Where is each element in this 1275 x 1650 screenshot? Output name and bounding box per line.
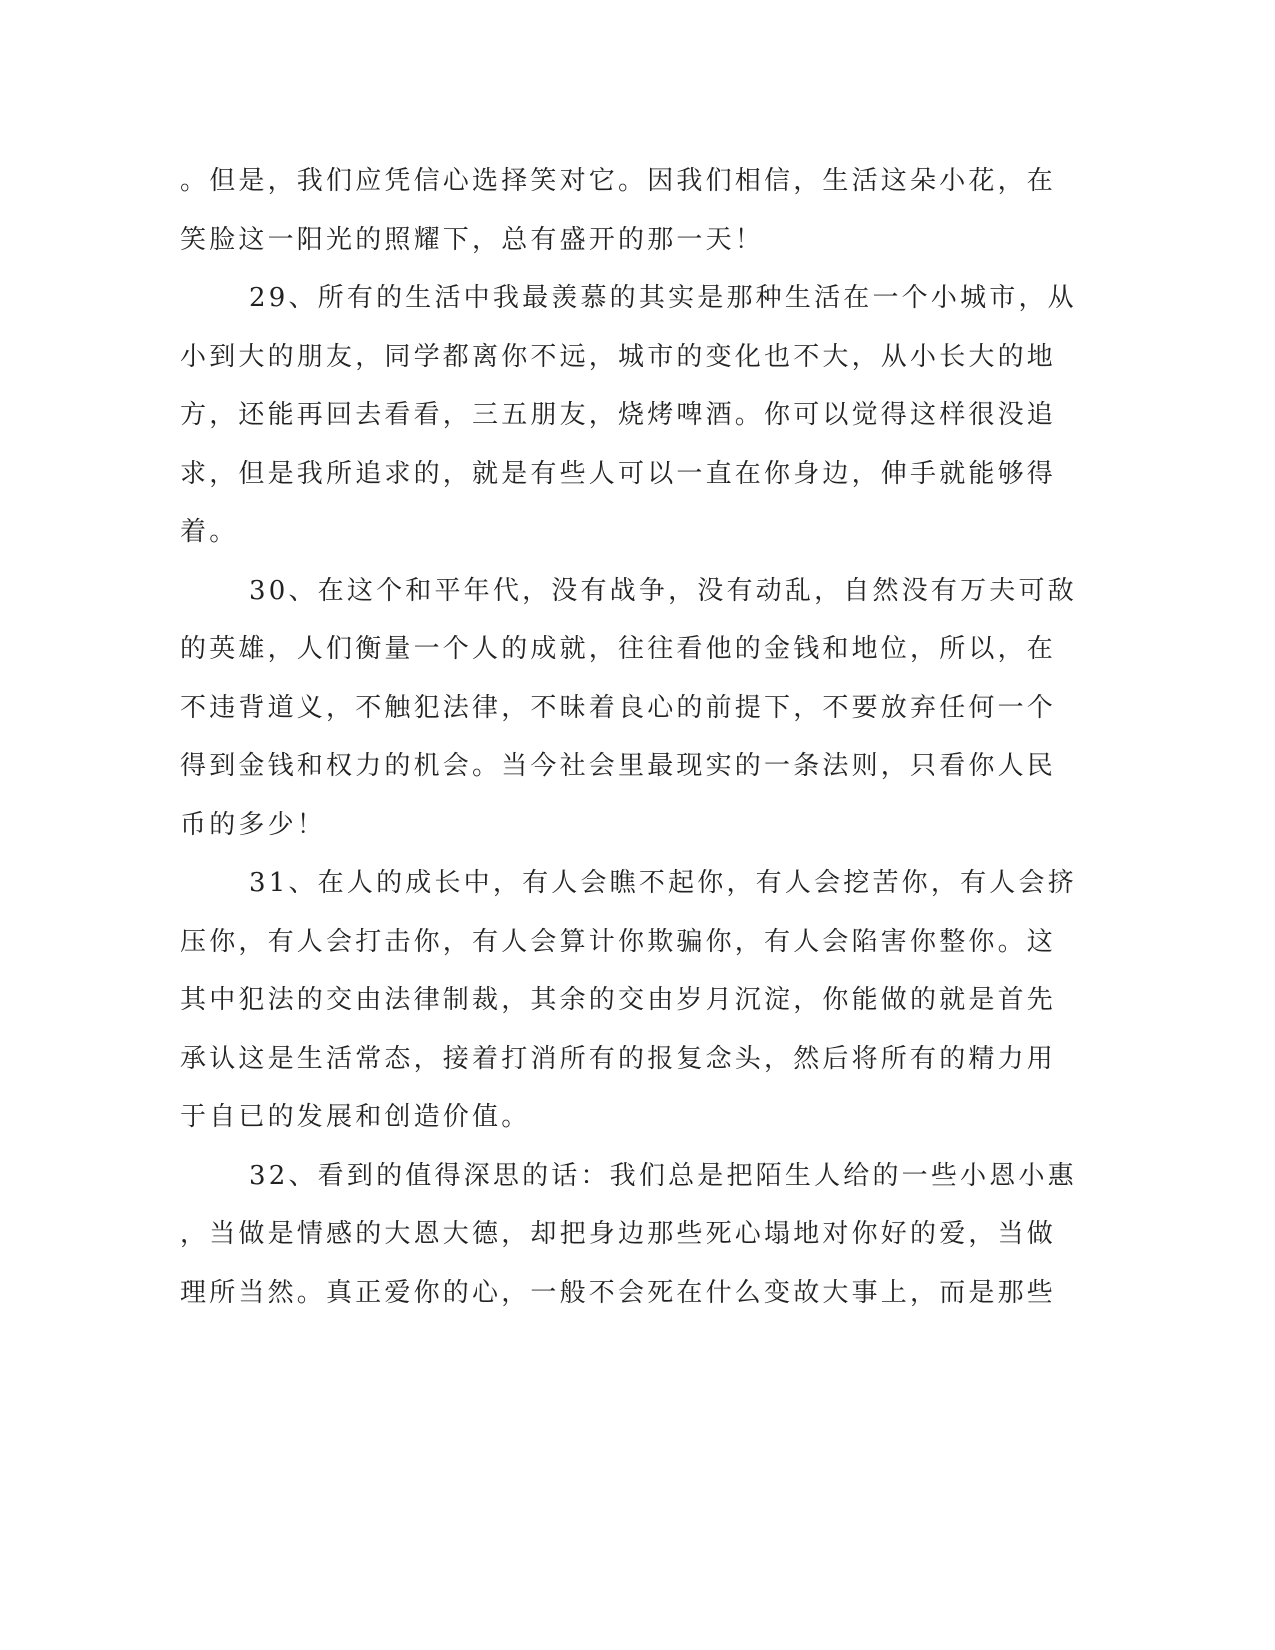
text-line: 压你，有人会打击你，有人会算计你欺骗你，有人会陷害你整你。这 [180, 926, 1057, 957]
text-line: 。但是，我们应凭信心选择笑对它。因我们相信，生活这朵小花，在 [180, 166, 1057, 196]
text-line: 求，但是我所追求的，就是有些人可以一直在你身边，伸手就能够得 [180, 458, 1057, 489]
text-line: 于自已的发展和创造价值。 [180, 1102, 531, 1132]
paragraph-32-start: 32、看到的值得深思的话：我们总是把陌生人给的一些小恩小惠 [249, 1160, 1077, 1191]
text-line: 着。 [180, 517, 239, 547]
text-line: 币的多少！ [180, 809, 327, 840]
text-line: 其中犯法的交由法律制裁，其余的交由岁月沉淀，你能做的就是首先 [180, 985, 1057, 1015]
body-text [180, 152, 1077, 1322]
text-line: 得到金钱和权力的机会。当今社会里最现实的一条法则，只看你人民 [180, 751, 1057, 781]
text-line: 承认这是生活常态，接着打消所有的报复念头，然后将所有的精力用 [180, 1043, 1057, 1074]
text-line: 理所当然。真正爱你的心，一般不会死在什么变故大事上，而是那些 [180, 1277, 1057, 1308]
text-line: 不违背道义，不触犯法律，不昧着良心的前提下，不要放弃任何一个 [180, 692, 1057, 723]
text-line: 小到大的朋友，同学都离你不远，城市的变化也不大，从小长大的地 [180, 341, 1057, 372]
paragraph-29-start: 29、所有的生活中我最羡慕的其实是那种生活在一个小城市，从 [249, 283, 1077, 313]
text-line: ，当做是情感的大恩大德，却把身边那些死心塌地对你好的爱，当做 [180, 1219, 1057, 1249]
text-line: 笑脸这一阳光的照耀下，总有盛开的那一天！ [180, 224, 765, 255]
paragraph-30-start: 30、在这个和平年代，没有战争，没有动乱，自然没有万夫可敌 [249, 575, 1077, 606]
text-line: 的英雄，人们衡量一个人的成就，往往看他的金钱和地位，所以，在 [180, 634, 1057, 664]
text-line: 方，还能再回去看看，三五朋友，烧烤啤酒。你可以觉得这样很没追 [180, 400, 1057, 430]
paragraph-31-start: 31、在人的成长中，有人会瞧不起你，有人会挖苦你，有人会挤 [249, 868, 1077, 898]
